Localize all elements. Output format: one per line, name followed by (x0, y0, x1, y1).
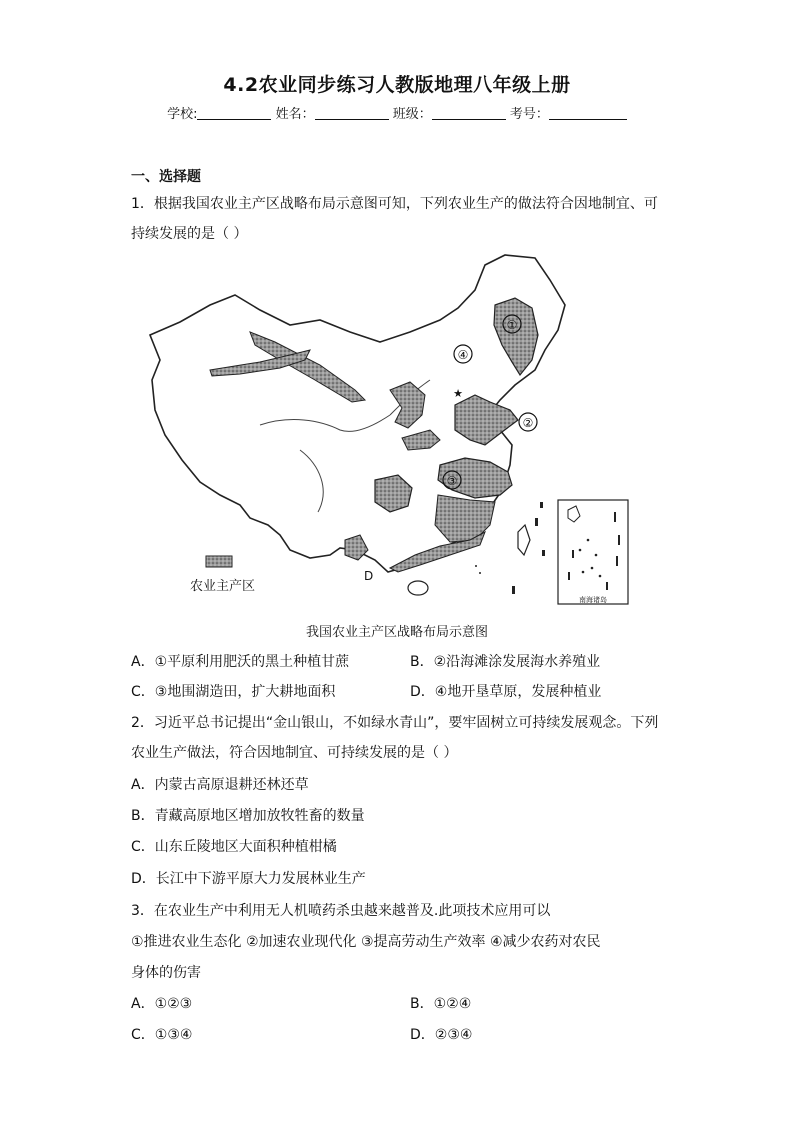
q2-option-c[interactable]: C．山东丘陵地区大面积种植柑橘 (131, 839, 337, 855)
q3-option-a[interactable]: A．①②③ (131, 996, 193, 1012)
hainan-island (408, 581, 428, 595)
q1-option-c[interactable]: C．③地围湖造田，扩大耕地面积 (131, 684, 336, 700)
q3-option-c[interactable]: C．①③④ (131, 1027, 193, 1043)
q3-option-b[interactable]: B．①②④ (410, 996, 472, 1012)
capital-star-icon: ★ (453, 387, 463, 400)
inset-label: 南海诸岛 (579, 596, 607, 604)
svg-text:①: ① (506, 318, 518, 332)
q1-option-d[interactable]: D．④地开垦草原，发展种植业 (410, 684, 602, 700)
q1-option-a[interactable]: A．①平原利用肥沃的黑土种植甘蔗 (131, 654, 350, 670)
legend-label: 农业主产区 (190, 579, 256, 594)
marker-4 (454, 345, 472, 363)
q3-stem-line1: 3．在农业生产中利用无人机喷药杀虫越来越普及.此项技术应用可以 (131, 903, 551, 919)
class-label: 班级： (392, 107, 432, 122)
marker-2 (519, 413, 537, 431)
q2-option-a[interactable]: A．内蒙古高原退耕还林还草 (131, 777, 309, 793)
q2-option-d[interactable]: D．长江中下游平原大力发展林业生产 (131, 871, 366, 887)
q1-stem-line2: 持续发展的是（ ） (131, 226, 248, 242)
legend-swatch (206, 556, 232, 567)
q3-stem-line3: 身体的伤害 (131, 965, 201, 981)
q1-option-b[interactable]: B．②沿海滩涂发展海水养殖业 (410, 654, 601, 670)
student-info-line (0, 103, 794, 122)
q3-option-d[interactable]: D．②③④ (410, 1027, 473, 1043)
q2-stem-line1: 2．习近平总书记提出“金山银山，不如绿水青山”，要牢固树立可持续发展观念。下列 (131, 715, 659, 731)
number-blank[interactable] (549, 105, 627, 120)
page-title: 4.2农业同步练习人教版地理八年级上册 (223, 74, 571, 96)
svg-text:④: ④ (457, 348, 469, 362)
name-blank[interactable] (315, 105, 389, 120)
q3-stem-line2: ①推进农业生态化 ②加速农业现代化 ③提高劳动生产效率 ④减少农药对农民 (131, 934, 601, 950)
agriculture-region-map (140, 250, 646, 610)
region-south-hills (435, 495, 495, 542)
school-blank[interactable] (197, 105, 271, 120)
taiwan-island (518, 525, 530, 555)
school-label: 学校: (167, 107, 198, 122)
svg-text:②: ② (522, 416, 534, 430)
section-heading: 一、选择题 (131, 169, 201, 185)
number-label: 考号： (509, 107, 549, 122)
map-caption: 我国农业主产区战略布局示意图 (305, 625, 488, 640)
q2-stem-line2: 农业生产做法，符合因地制宜、可持续发展的是（ ） (131, 745, 458, 761)
name-label: 姓名： (275, 107, 315, 122)
q2-option-b[interactable]: B．青藏高原地区增加放牧牲畜的数量 (131, 808, 365, 824)
q1-stem-line1: 1．根据我国农业主产区战略布局示意图可知，下列农业生产的做法符合因地制宜、可 (131, 196, 658, 212)
class-blank[interactable] (432, 105, 506, 120)
svg-text:③: ③ (446, 474, 458, 488)
marker-d: D (364, 569, 374, 583)
